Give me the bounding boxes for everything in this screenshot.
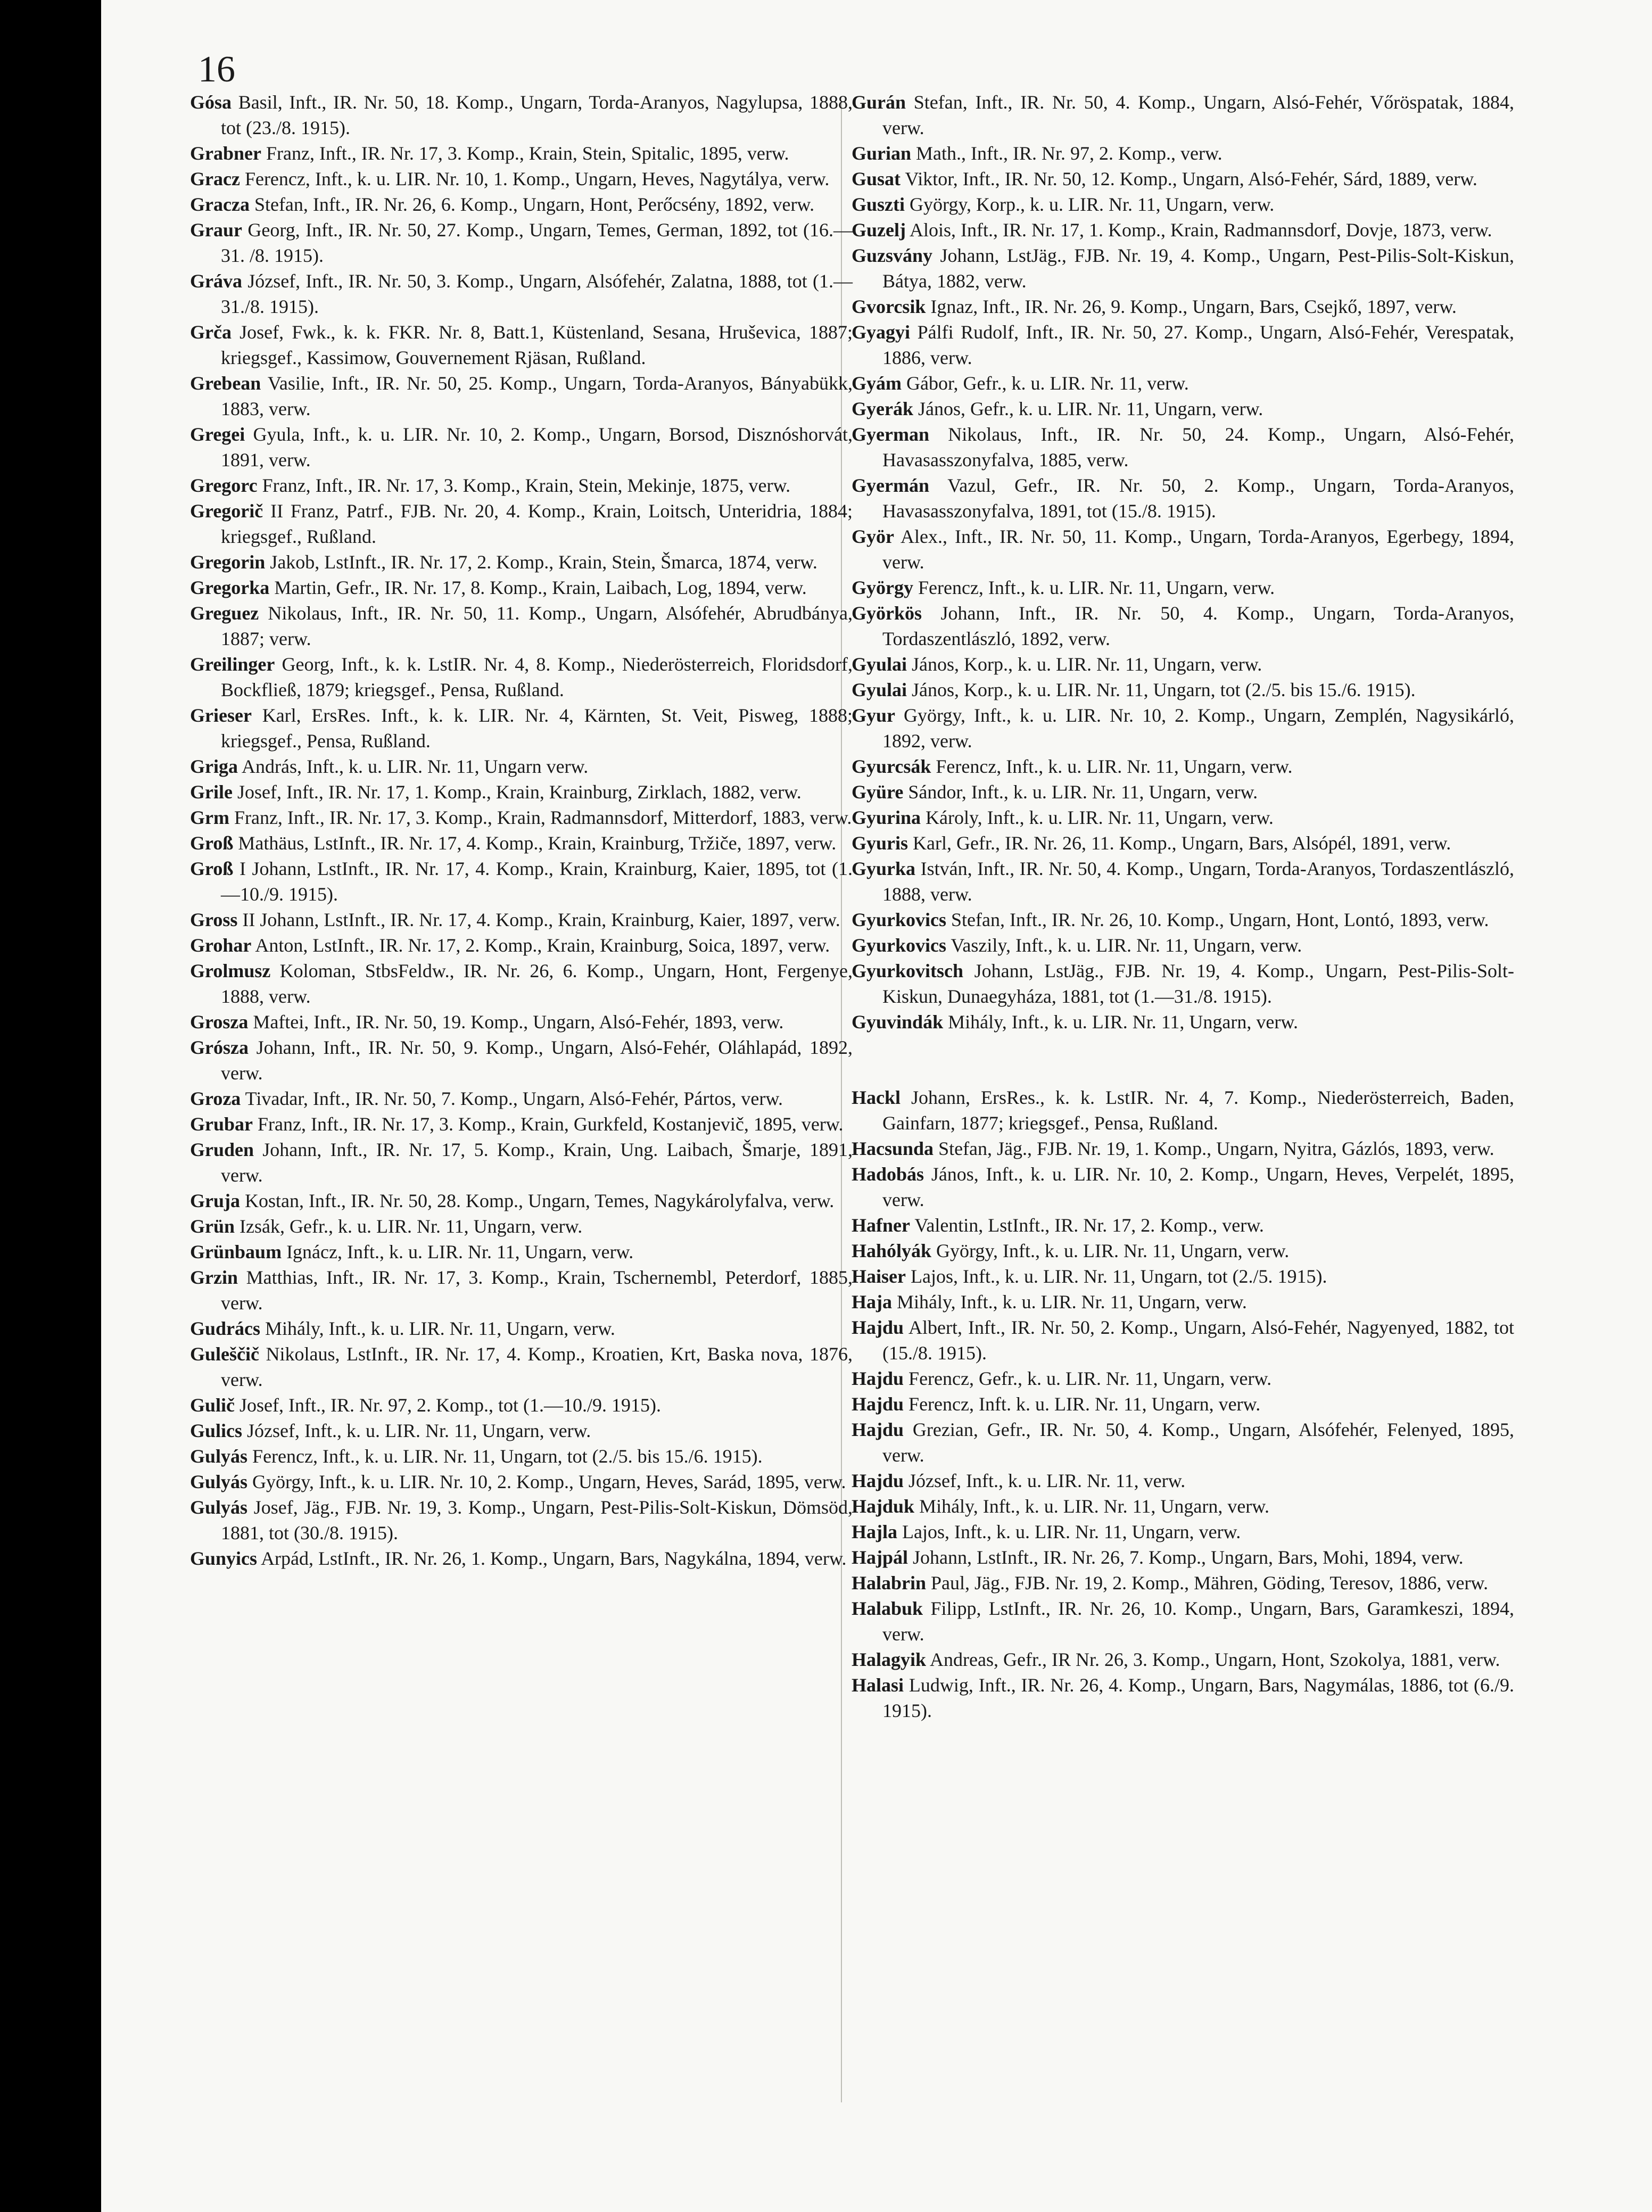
register-entry <box>852 754 1514 779</box>
register-entry <box>852 600 1514 651</box>
entry-surname: Halabrin <box>852 1572 927 1594</box>
entry-surname: Graur <box>190 219 242 241</box>
entry-details: Vasilie, Inft., IR. Nr. 50, 25. Komp., Ungarn, Torda-Aranyos, Bányabükk, 1883, verw. <box>221 373 853 419</box>
entry-details: Anton, LstInft., IR. Nr. 17, 2. Komp., Krain, Krainburg, Soica, 1897, verw. <box>255 935 830 956</box>
entry-details: Josef, Inft., IR. Nr. 97, 2. Komp., tot (1.—10./9. 1915). <box>239 1394 661 1416</box>
register-entry <box>190 575 853 600</box>
entry-details: Ferencz, Inft., k. u. LIR. Nr. 11, Ungarn, verw. <box>936 756 1293 777</box>
register-entry <box>852 907 1514 932</box>
register-entry <box>852 370 1514 396</box>
register-entry <box>852 830 1514 856</box>
section-gap <box>852 1035 1514 1085</box>
register-entry <box>190 1546 853 1571</box>
entry-details: Mihály, Inft., k. u. LIR. Nr. 11, Ungarn, verw. <box>919 1496 1269 1517</box>
register-entry <box>190 422 853 473</box>
entry-details: Franz, Inft., IR. Nr. 17, 3. Komp., Krain, Radmannsdorf, Mitterdorf, 1883, verw. <box>234 807 852 828</box>
entry-details: György, Inft., k. u. LIR. Nr. 10, 2. Komp., Ungarn, Heves, Sarád, 1895, verw. <box>252 1471 846 1492</box>
entry-surname: Györ <box>852 526 894 547</box>
entry-details: Georg, Inft., k. k. LstIR. Nr. 4, 8. Komp., Niederösterreich, Floridsdorf, Bockfließ, 1879; kriegsgef., Pensa, Rußland. <box>221 654 853 700</box>
entry-details: Viktor, Inft., IR. Nr. 50, 12. Komp., Ungarn, Alsó-Fehér, Sárd, 1889, verw. <box>905 168 1477 189</box>
entry-surname: Gulyás <box>190 1471 248 1492</box>
register-entry <box>852 651 1514 677</box>
entry-details: Koloman, StbsFeldw., IR. Nr. 26, 6. Komp., Ungarn, Hont, Fergenye, 1888, verw. <box>221 960 853 1007</box>
entry-surname: Gyurcsák <box>852 756 931 777</box>
entry-surname: Guzelj <box>852 219 906 241</box>
register-entry <box>852 524 1514 575</box>
entry-surname: Haiser <box>852 1266 906 1287</box>
register-entry <box>190 1418 853 1443</box>
entry-details: Johann, LstJäg., FJB. Nr. 19, 4. Komp., Ungarn, Pest-Pilis-Solt-Kiskun, Bátya, 1882, verw. <box>882 245 1514 292</box>
entry-details: Ferencz, Inft., k. u. LIR. Nr. 10, 1. Komp., Ungarn, Heves, Nagytálya, verw. <box>244 168 830 189</box>
entry-surname: Halabuk <box>852 1598 923 1619</box>
register-entry <box>852 1212 1514 1238</box>
entry-details: Johann, Inft., IR. Nr. 50, 9. Komp., Ungarn, Alsó-Fehér, Oláhlapád, 1892, verw. <box>221 1037 853 1084</box>
entry-surname: Gyerman <box>852 424 929 445</box>
right-column-g-section <box>852 89 1514 1035</box>
entry-surname: Hajdu <box>852 1393 904 1415</box>
entry-details: Ferencz, Gefr., k. u. LIR. Nr. 11, Ungarn, verw. <box>908 1368 1272 1389</box>
entry-details: Gábor, Gefr., k. u. LIR. Nr. 11, verw. <box>906 373 1189 394</box>
register-entry <box>190 907 853 932</box>
entry-details: Izsák, Gefr., k. u. LIR. Nr. 11, Ungarn, verw. <box>239 1216 583 1237</box>
entry-surname: Gráva <box>190 270 242 292</box>
register-entry <box>190 1214 853 1239</box>
entry-details: I Johann, LstInft., IR. Nr. 17, 4. Komp., Krain, Krainburg, Kaier, 1895, tot (1.—10./9. 1915). <box>221 858 853 905</box>
entry-details: Gyula, Inft., k. u. LIR. Nr. 10, 2. Komp., Ungarn, Borsod, Disznóshorvát, 1891, verw. <box>221 424 853 471</box>
entry-surname: Gracz <box>190 168 240 189</box>
register-entry <box>190 1469 853 1495</box>
entry-details: Mihály, Inft., k. u. LIR. Nr. 11, Ungarn, verw. <box>948 1011 1298 1033</box>
register-entry <box>190 473 853 498</box>
entry-details: Karl, ErsRes. Inft., k. k. LIR. Nr. 4, Kärnten, St. Veit, Pisweg, 1888; kriegsgef., Pensa, Rußland. <box>221 705 853 752</box>
entry-details: Matthias, Inft., IR. Nr. 17, 3. Komp., Krain, Tschernembl, Peterdorf, 1885, verw. <box>221 1267 853 1314</box>
entry-surname: Gyám <box>852 373 902 394</box>
register-entry <box>852 1570 1514 1596</box>
entry-surname: Gurán <box>852 92 906 113</box>
entry-details: Josef, Jäg., FJB. Nr. 19, 3. Komp., Ungarn, Pest-Pilis-Solt-Kiskun, Dömsöd, 1881, tot (30./8. 1915). <box>221 1497 853 1544</box>
entry-details: Ludwig, Inft., IR. Nr. 26, 4. Komp., Ungarn, Bars, Nagymálas, 1886, tot (6./9. 1915). <box>882 1674 1514 1721</box>
entry-surname: Grün <box>190 1216 235 1237</box>
register-entry <box>852 1545 1514 1570</box>
entry-surname: Gyurka <box>852 858 916 879</box>
entry-details: István, Inft., IR. Nr. 50, 4. Komp., Ungarn, Torda-Aranyos, Tordaszentlászló, 1888, verw. <box>882 858 1514 905</box>
register-entry <box>852 1519 1514 1545</box>
entry-details: Johann, Inft., IR. Nr. 50, 4. Komp., Ungarn, Torda-Aranyos, Tordaszentlászló, 1892, verw. <box>882 602 1515 649</box>
entry-details: Karl, Gefr., IR. Nr. 26, 11. Komp., Ungarn, Bars, Alsópél, 1891, verw. <box>913 832 1451 854</box>
register-entry <box>190 1111 853 1137</box>
right-column <box>852 89 1514 1723</box>
register-entry <box>190 319 853 370</box>
register-entry <box>190 166 853 192</box>
entry-surname: Hajdu <box>852 1317 904 1338</box>
entry-details: Vazul, Gefr., IR. Nr. 50, 2. Komp., Ungarn, Torda-Aranyos, Havasasszonyfalva, 1891, tot (15./8. 1915). <box>882 475 1514 522</box>
register-entry <box>190 958 853 1009</box>
entry-surname: Gruja <box>190 1190 240 1211</box>
register-entry <box>852 1315 1514 1366</box>
entry-details: János, Inft., k. u. LIR. Nr. 10, 2. Komp., Ungarn, Heves, Verpelét, 1895, verw. <box>882 1163 1514 1210</box>
entry-surname: Gregei <box>190 424 245 445</box>
register-entry <box>852 1009 1514 1035</box>
entry-details: Andreas, Gefr., IR Nr. 26, 3. Komp., Ungarn, Hont, Szokolya, 1881, verw. <box>930 1649 1500 1670</box>
register-entry <box>852 1391 1514 1417</box>
register-entry <box>190 703 853 754</box>
entry-surname: Hajdu <box>852 1419 904 1440</box>
entry-surname: Gyermán <box>852 475 929 496</box>
register-entry <box>190 1341 853 1392</box>
register-entry <box>852 856 1514 907</box>
register-entry <box>852 1366 1514 1391</box>
entry-surname: Györkös <box>852 602 922 624</box>
entry-surname: Grosza <box>190 1011 249 1033</box>
entry-details: Stefan, Inft., IR. Nr. 26, 6. Komp., Ungarn, Hont, Perőcsény, 1892, verw. <box>254 194 815 215</box>
register-entry <box>190 779 853 805</box>
register-entry <box>852 1238 1514 1264</box>
entry-surname: Gyurkovitsch <box>852 960 964 981</box>
register-entry <box>190 651 853 703</box>
register-entry <box>852 1136 1514 1161</box>
entry-details: Pálfi Rudolf, Inft., IR. Nr. 50, 27. Komp., Ungarn, Alsó-Fehér, Verespatak, 1886, verw. <box>882 321 1515 368</box>
register-entry <box>190 805 853 830</box>
entry-details: Károly, Inft., k. u. LIR. Nr. 11, Ungarn, verw. <box>926 807 1274 828</box>
register-entry <box>852 677 1514 703</box>
register-entry <box>190 1495 853 1546</box>
entry-surname: Hajdu <box>852 1368 904 1389</box>
entry-surname: Grubar <box>190 1113 253 1135</box>
register-entry <box>852 958 1514 1009</box>
entry-surname: Hadobás <box>852 1163 924 1185</box>
entry-details: Mihály, Inft., k. u. LIR. Nr. 11, Ungarn, verw. <box>897 1291 1247 1313</box>
entry-surname: Gulyás <box>190 1497 248 1518</box>
entry-surname: Hahólyák <box>852 1240 932 1261</box>
register-entry <box>852 805 1514 830</box>
register-entry <box>852 1417 1514 1468</box>
entry-details: Josef, Fwk., k. k. FKR. Nr. 8, Batt.1, Küstenland, Sesana, Hruševica, 1887; kriegsgef., Kassimow, Gouvernement Rjäsan, Rußland. <box>221 321 853 368</box>
register-entry <box>190 830 853 856</box>
register-entry <box>852 779 1514 805</box>
entry-details: József, Inft., IR. Nr. 50, 3. Komp., Ungarn, Alsófehér, Zalatna, 1888, tot (1.—31./8. 1915). <box>221 270 853 317</box>
register-entry <box>190 1392 853 1418</box>
entry-details: Johann, ErsRes., k. k. LstIR. Nr. 4, 7. Komp., Niederösterreich, Baden, Gainfarn, 1877; kriegsgef., Pensa, Rußland. <box>882 1087 1514 1134</box>
register-entry <box>852 575 1514 600</box>
entry-surname: Grolmusz <box>190 960 271 981</box>
register-entry <box>852 1596 1514 1647</box>
entry-details: György, Inft., k. u. LIR. Nr. 11, Ungarn, verw. <box>936 1240 1290 1261</box>
entry-details: Nikolaus, LstInft., IR. Nr. 17, 4. Komp., Kroatien, Krt, Baska nova, 1876, verw. <box>221 1343 853 1390</box>
entry-details: Albert, Inft., IR. Nr. 50, 2. Komp., Ungarn, Alsó-Fehér, Nagyenyed, 1882, tot (15./8. 1915). <box>882 1317 1515 1364</box>
register-entry <box>190 1239 853 1265</box>
entry-details: Stefan, Inft., IR. Nr. 26, 10. Komp., Ungarn, Hont, Lontó, 1893, verw. <box>951 909 1489 930</box>
entry-surname: Gyulai <box>852 654 907 675</box>
entry-surname: Groß <box>190 832 234 854</box>
register-entry <box>852 1493 1514 1519</box>
register-entry <box>190 192 853 217</box>
entry-details: Johann, LstJäg., FJB. Nr. 19, 4. Komp., Ungarn, Pest-Pilis-Solt-Kiskun, Dunaegyháza, 1881, tot (1.—31./8. 1915). <box>882 960 1515 1007</box>
entry-details: György, Inft., k. u. LIR. Nr. 10, 2. Komp., Ungarn, Zemplén, Nagysikárló, 1892, verw. <box>882 705 1514 752</box>
entry-details: Ignaz, Inft., IR. Nr. 26, 9. Komp., Ungarn, Bars, Csejkő, 1897, verw. <box>930 296 1457 317</box>
entry-details: Valentin, LstInft., IR. Nr. 17, 2. Komp., verw. <box>914 1215 1264 1236</box>
entry-surname: Hackl <box>852 1087 901 1108</box>
register-entry <box>852 703 1514 754</box>
register-entry <box>190 89 853 141</box>
register-entry <box>190 1188 853 1214</box>
entry-details: Mathäus, LstInft., IR. Nr. 17, 4. Komp., Krain, Krainburg, Tržiče, 1897, verw. <box>238 832 837 854</box>
entry-details: Martin, Gefr., IR. Nr. 17, 8. Komp., Krain, Laibach, Log, 1894, verw. <box>274 577 807 598</box>
entry-surname: Gurian <box>852 143 912 164</box>
entry-details: György, Korp., k. u. LIR. Nr. 11, Ungarn, verw. <box>910 194 1275 215</box>
register-entry <box>190 856 853 907</box>
entry-surname: Hajla <box>852 1521 897 1542</box>
register-entry <box>852 473 1514 524</box>
register-entry <box>852 141 1514 166</box>
entry-details: József, Inft., k. u. LIR. Nr. 11, verw. <box>908 1470 1186 1491</box>
entry-details: Arpád, LstInft., IR. Nr. 26, 1. Komp., Ungarn, Bars, Nagykálna, 1894, verw. <box>261 1548 847 1569</box>
entry-details: Paul, Jäg., FJB. Nr. 19, 2. Komp., Mähren, Göding, Teresov, 1886, verw. <box>931 1572 1489 1594</box>
entry-details: Kostan, Inft., IR. Nr. 50, 28. Komp., Ungarn, Temes, Nagykárolyfalva, verw. <box>245 1190 835 1211</box>
entry-surname: Gunyics <box>190 1548 258 1569</box>
document-page <box>101 0 1652 2212</box>
entry-details: Ferencz, Inft., k. u. LIR. Nr. 11, Ungarn, tot (2./5. bis 15./6. 1915). <box>252 1446 763 1467</box>
register-entry <box>190 370 853 422</box>
entry-details: Mihály, Inft., k. u. LIR. Nr. 11, Ungarn, verw. <box>265 1318 615 1339</box>
entry-surname: Gyulai <box>852 679 907 700</box>
register-entry <box>190 1137 853 1188</box>
entry-details: Vaszily, Inft., k. u. LIR. Nr. 11, Ungarn, verw. <box>951 935 1302 956</box>
register-entry <box>190 754 853 779</box>
entry-surname: Groß <box>190 858 234 879</box>
register-entry <box>852 422 1514 473</box>
entry-details: Ignácz, Inft., k. u. LIR. Nr. 11, Ungarn, verw. <box>286 1241 634 1262</box>
entry-surname: Gyurkovics <box>852 909 947 930</box>
entry-surname: Gregorc <box>190 475 258 496</box>
entry-surname: Gregorin <box>190 551 266 573</box>
register-entry <box>852 396 1514 422</box>
entry-details: Franz, Inft., IR. Nr. 17, 3. Komp., Krain, Gurkfeld, Kostanjevič, 1895, verw. <box>258 1113 844 1135</box>
entry-surname: Gregorič <box>190 500 263 522</box>
entry-details: Filipp, LstInft., IR. Nr. 26, 10. Komp., Ungarn, Bars, Garamkeszi, 1894, verw. <box>882 1598 1515 1645</box>
register-entry <box>852 932 1514 958</box>
page-number: 16 <box>198 49 235 90</box>
register-entry <box>190 600 853 651</box>
register-entry <box>852 1468 1514 1493</box>
entry-surname: Groza <box>190 1088 241 1109</box>
entry-details: József, Inft., k. u. LIR. Nr. 11, Ungarn, verw. <box>247 1420 591 1441</box>
entry-surname: Hacsunda <box>852 1138 934 1159</box>
entry-details: János, Korp., k. u. LIR. Nr. 11, Ungarn, verw. <box>912 654 1262 675</box>
entry-details: Johann, LstInft., IR. Nr. 26, 7. Komp., Ungarn, Bars, Mohi, 1894, verw. <box>913 1547 1464 1568</box>
entry-surname: Grm <box>190 807 229 828</box>
entry-surname: Gyurkovics <box>852 935 947 956</box>
entry-surname: Gyerák <box>852 398 913 419</box>
entry-surname: Grile <box>190 781 233 803</box>
register-entry <box>190 217 853 268</box>
entry-details: Nikolaus, Inft., IR. Nr. 50, 11. Komp., Ungarn, Alsófehér, Abrudbánya, 1887; verw. <box>221 602 853 649</box>
entry-details: Alois, Inft., IR. Nr. 17, 1. Komp., Krain, Radmannsdorf, Dovje, 1873, verw. <box>910 219 1492 241</box>
entry-surname: Gusat <box>852 168 901 189</box>
register-entry <box>852 166 1514 192</box>
entry-details: Jakob, LstInft., IR. Nr. 17, 2. Komp., Krain, Stein, Šmarca, 1874, verw. <box>270 551 817 573</box>
entry-details: Lajos, Inft., k. u. LIR. Nr. 11, Ungarn, tot (2./5. 1915). <box>910 1266 1327 1287</box>
register-entry <box>190 1443 853 1469</box>
entry-details: II Franz, Patrf., FJB. Nr. 20, 4. Komp., Krain, Loitsch, Unteridria, 1884; kriegsgef., Rußland. <box>221 500 853 547</box>
right-column-h-section <box>852 1085 1514 1723</box>
entry-surname: Gyuris <box>852 832 908 854</box>
entry-surname: Grabner <box>190 143 261 164</box>
register-entry <box>190 1086 853 1111</box>
entry-surname: György <box>852 577 913 598</box>
entry-surname: Grünbaum <box>190 1241 282 1262</box>
entry-surname: Grohar <box>190 935 252 956</box>
entry-surname: Guszti <box>852 194 905 215</box>
register-entry <box>852 294 1514 319</box>
entry-surname: Gulič <box>190 1394 235 1416</box>
register-entry <box>190 932 853 958</box>
entry-surname: Grósza <box>190 1037 249 1058</box>
register-entry <box>190 141 853 166</box>
register-entry <box>852 1085 1514 1136</box>
entry-details: II Johann, LstInft., IR. Nr. 17, 4. Komp., Krain, Krainburg, Kaier, 1897, verw. <box>242 909 840 930</box>
register-entry <box>190 1316 853 1341</box>
entry-details: Sándor, Inft., k. u. LIR. Nr. 11, Ungarn, verw. <box>908 781 1258 803</box>
entry-surname: Gracza <box>190 194 250 215</box>
entry-details: Math., Inft., IR. Nr. 97, 2. Komp., verw. <box>916 143 1223 164</box>
entry-surname: Gyurina <box>852 807 921 828</box>
register-entry <box>852 1647 1514 1672</box>
entry-surname: Gyuvindák <box>852 1011 944 1033</box>
register-entry <box>190 1265 853 1316</box>
register-entry <box>852 1672 1514 1723</box>
entry-details: Basil, Inft., IR. Nr. 50, 18. Komp., Ungarn, Torda-Aranyos, Nagylupsa, 1888, tot (23./8. 1915). <box>221 92 853 138</box>
entry-details: Nikolaus, Inft., IR. Nr. 50, 24. Komp., Ungarn, Alsó-Fehér, Havasasszonyfalva, 1885, verw. <box>882 424 1515 471</box>
register-entry <box>190 268 853 319</box>
entry-details: Franz, Inft., IR. Nr. 17, 3. Komp., Krain, Stein, Spitalic, 1895, verw. <box>266 143 789 164</box>
entry-details: Josef, Inft., IR. Nr. 17, 1. Komp., Krain, Krainburg, Zirklach, 1882, verw. <box>237 781 802 803</box>
entry-surname: Gyagyi <box>852 321 911 343</box>
entry-surname: Greilinger <box>190 654 275 675</box>
entry-surname: Gósa <box>190 92 232 113</box>
register-entry <box>852 89 1514 141</box>
entry-surname: Halasi <box>852 1674 904 1696</box>
register-entry <box>852 217 1514 243</box>
entry-details: András, Inft., k. u. LIR. Nr. 11, Ungarn verw. <box>242 756 589 777</box>
entry-details: Grezian, Gefr., IR. Nr. 50, 4. Komp., Ungarn, Alsófehér, Felenyed, 1895, verw. <box>882 1419 1514 1466</box>
entry-surname: Greguez <box>190 602 259 624</box>
entry-surname: Gross <box>190 909 238 930</box>
register-entry <box>852 1289 1514 1315</box>
entry-surname: Griga <box>190 756 238 777</box>
entry-surname: Hajdu <box>852 1470 904 1491</box>
entry-surname: Haja <box>852 1291 892 1313</box>
left-column <box>190 89 853 1571</box>
register-entry <box>190 498 853 549</box>
entry-details: Georg, Inft., IR. Nr. 50, 27. Komp., Ungarn, Temes, German, 1892, tot (16.—31. /8. 1915). <box>221 219 853 266</box>
entry-surname: Grebean <box>190 373 261 394</box>
entry-surname: Gulyás <box>190 1446 248 1467</box>
entry-surname: Gregorka <box>190 577 270 598</box>
entry-details: Ferencz, Inft., k. u. LIR. Nr. 11, Ungarn, verw. <box>918 577 1275 598</box>
entry-surname: Hafner <box>852 1215 910 1236</box>
register-entry <box>852 192 1514 217</box>
entry-details: Franz, Inft., IR. Nr. 17, 3. Komp., Krain, Stein, Mekinje, 1875, verw. <box>262 475 791 496</box>
register-entry <box>852 1161 1514 1212</box>
entry-surname: Gyüre <box>852 781 904 803</box>
entry-details: Alex., Inft., IR. Nr. 50, 11. Komp., Ungarn, Torda-Aranyos, Egerbegy, 1894, verw. <box>882 526 1514 573</box>
entry-details: Ferencz, Inft. k. u. LIR. Nr. 11, Ungarn, verw. <box>908 1393 1261 1415</box>
entry-details: Lajos, Inft., k. u. LIR. Nr. 11, Ungarn, verw. <box>902 1521 1241 1542</box>
entry-details: János, Korp., k. u. LIR. Nr. 11, Ungarn, tot (2./5. bis 15./6. 1915). <box>912 679 1416 700</box>
entry-surname: Grzin <box>190 1267 238 1288</box>
entry-details: Tivadar, Inft., IR. Nr. 50, 7. Komp., Ungarn, Alsó-Fehér, Pártos, verw. <box>245 1088 783 1109</box>
register-entry <box>190 549 853 575</box>
entry-details: Johann, Inft., IR. Nr. 17, 5. Komp., Krain, Ung. Laibach, Šmarje, 1891, verw. <box>221 1139 853 1186</box>
register-entry <box>190 1009 853 1035</box>
entry-details: Stefan, Inft., IR. Nr. 50, 4. Komp., Ungarn, Alsó-Fehér, Vőröspatak, 1884, verw. <box>882 92 1514 138</box>
entry-details: Maftei, Inft., IR. Nr. 50, 19. Komp., Ungarn, Alsó-Fehér, 1893, verw. <box>253 1011 784 1033</box>
entry-surname: Hajduk <box>852 1496 915 1517</box>
entry-details: Stefan, Jäg., FJB. Nr. 19, 1. Komp., Ungarn, Nyitra, Gázlós, 1893, verw. <box>938 1138 1494 1159</box>
entry-details: János, Gefr., k. u. LIR. Nr. 11, Ungarn, verw. <box>918 398 1263 419</box>
entry-surname: Gruden <box>190 1139 254 1160</box>
register-entry <box>852 243 1514 294</box>
entry-surname: Halagyik <box>852 1649 927 1670</box>
register-entry <box>852 1264 1514 1289</box>
entry-surname: Hajpál <box>852 1547 908 1568</box>
entry-surname: Gudrács <box>190 1318 261 1339</box>
entry-surname: Guzsvány <box>852 245 933 266</box>
entry-surname: Gyur <box>852 705 896 726</box>
entry-surname: Guleščič <box>190 1343 259 1365</box>
register-entry <box>190 1035 853 1086</box>
entry-surname: Gulics <box>190 1420 243 1441</box>
entry-surname: Gvorcsik <box>852 296 926 317</box>
entry-surname: Grieser <box>190 705 252 726</box>
register-entry <box>852 319 1514 370</box>
entry-surname: Grča <box>190 321 232 343</box>
